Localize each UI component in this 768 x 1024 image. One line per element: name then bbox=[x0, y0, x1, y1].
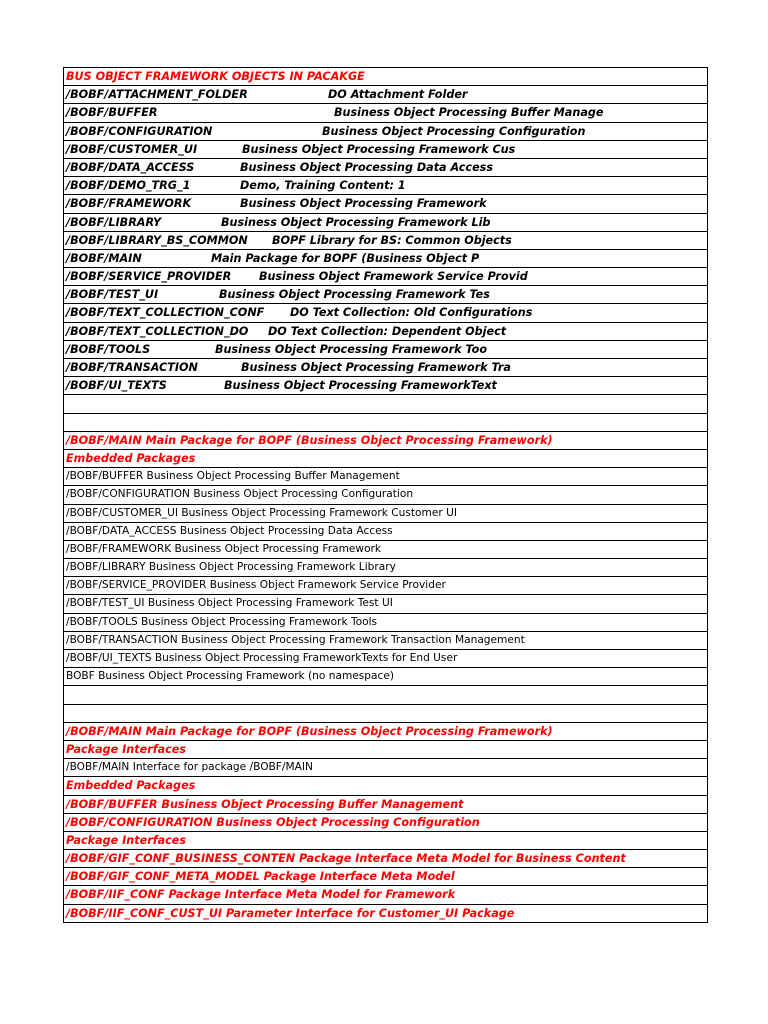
row-text: /BOBF/CONFIGURATION Business Object Processing Configuration bbox=[66, 488, 414, 501]
table-row[interactable] bbox=[64, 777, 707, 795]
package-description-cell: Business Object Processing Framework Lib bbox=[221, 215, 491, 229]
table-row[interactable] bbox=[64, 741, 707, 759]
row-text: /BOBF/MAIN Main Package for BOPF (Business Object Processing Framework) bbox=[66, 724, 553, 738]
package-name-cell: /BOBF/DATA_ACCESS bbox=[66, 160, 195, 174]
row-text: /BOBF/DATA_ACCESS Business Object Processing Data Access bbox=[66, 524, 393, 537]
row-text: Embedded Packages bbox=[66, 779, 196, 793]
package-description-cell: DO Text Collection: Dependent Object bbox=[268, 324, 507, 338]
package-description-cell: Main Package for BOPF (Business Object P bbox=[211, 251, 480, 265]
table-row[interactable] bbox=[64, 414, 707, 432]
package-description-cell: DO Text Collection: Old Configurations bbox=[290, 306, 533, 320]
package-name-cell: /BOBF/LIBRARY_BS_COMMON bbox=[66, 233, 248, 247]
table-row[interactable] bbox=[64, 359, 707, 377]
package-description-cell: DO Attachment Folder bbox=[328, 88, 468, 102]
table-row[interactable] bbox=[64, 141, 707, 159]
package-description-cell: Demo, Training Content: 1 bbox=[240, 179, 406, 193]
table-row[interactable] bbox=[64, 850, 707, 868]
row-text: Package Interfaces bbox=[66, 833, 187, 847]
row-text: /BOBF/BUFFER Business Object Processing Buffer Management bbox=[66, 797, 464, 811]
package-description-cell: Business Object Processing Framework Tes bbox=[219, 288, 490, 302]
table-row[interactable] bbox=[64, 486, 707, 504]
package-description-cell: Business Object Processing Framework Cus bbox=[242, 142, 516, 156]
table-row[interactable] bbox=[64, 868, 707, 886]
table-row[interactable] bbox=[64, 650, 707, 668]
package-name-cell: /BOBF/UI_TEXTS bbox=[66, 379, 167, 393]
table-row[interactable] bbox=[64, 814, 707, 832]
row-text: /BOBF/BUFFER Business Object Processing Buffer Management bbox=[66, 470, 400, 483]
spreadsheet-table bbox=[63, 67, 708, 923]
table-row[interactable] bbox=[64, 577, 707, 595]
row-text: /BOBF/UI_TEXTS Business Object Processing FrameworkTexts for End User bbox=[66, 652, 458, 664]
table-row[interactable] bbox=[64, 304, 707, 322]
table-row[interactable] bbox=[64, 505, 707, 523]
row-text: /BOBF/FRAMEWORK Business Object Processing Framework bbox=[66, 542, 382, 555]
package-name-cell: /BOBF/FRAMEWORK bbox=[66, 197, 192, 211]
table-row[interactable] bbox=[64, 686, 707, 704]
table-row[interactable] bbox=[64, 723, 707, 741]
row-text: /BOBF/IIF_CONF_CUST_UI Parameter Interface for Customer_UI Package bbox=[66, 906, 515, 920]
table-row[interactable] bbox=[64, 177, 707, 195]
package-name-cell: /BOBF/TEXT_COLLECTION_DO bbox=[66, 324, 249, 338]
package-name-cell: /BOBF/ATTACHMENT_FOLDER bbox=[66, 88, 248, 102]
package-name-cell: /BOBF/CUSTOMER_UI bbox=[66, 142, 198, 156]
table-row[interactable] bbox=[64, 432, 707, 450]
row-text: /BOBF/MAIN Interface for package /BOBF/MAIN bbox=[66, 761, 313, 774]
package-description-cell: Business Object Framework Service Provid bbox=[259, 270, 528, 284]
table-row[interactable] bbox=[64, 341, 707, 359]
package-name-cell: /BOBF/CONFIGURATION bbox=[66, 124, 213, 138]
table-row[interactable] bbox=[64, 377, 707, 395]
row-text: /BOBF/MAIN Main Package for BOPF (Business Object Processing Framework) bbox=[66, 433, 553, 447]
table-row[interactable] bbox=[64, 705, 707, 723]
package-description-cell: Business Object Processing Configuration bbox=[322, 124, 586, 138]
table-row[interactable] bbox=[64, 523, 707, 541]
package-name-cell: /BOBF/DEMO_TRG_1 bbox=[66, 179, 191, 193]
table-row[interactable] bbox=[64, 323, 707, 341]
row-text: Embedded Packages bbox=[66, 451, 196, 465]
table-row[interactable] bbox=[64, 632, 707, 650]
row-text: /BOBF/TEST_UI Business Object Processing Framework Test UI bbox=[66, 597, 393, 610]
table-row[interactable] bbox=[64, 123, 707, 141]
table-row[interactable] bbox=[64, 905, 707, 923]
package-description-cell: Business Object Processing Buffer Manage bbox=[334, 106, 604, 120]
row-text: /BOBF/GIF_CONF_BUSINESS_CONTEN Package Interface Meta Model for Business Content bbox=[66, 852, 626, 866]
table-row[interactable] bbox=[64, 195, 707, 213]
table-row[interactable] bbox=[64, 450, 707, 468]
table-row[interactable] bbox=[64, 832, 707, 850]
row-text: Package Interfaces bbox=[66, 742, 187, 756]
table-row[interactable] bbox=[64, 214, 707, 232]
row-text: /BOBF/TOOLS Business Object Processing Framework Tools bbox=[66, 615, 378, 628]
table-row[interactable] bbox=[64, 250, 707, 268]
package-description-cell: Business Object Processing Data Access bbox=[240, 160, 493, 174]
table-row[interactable] bbox=[64, 268, 707, 286]
table-row[interactable] bbox=[64, 468, 707, 486]
row-text: /BOBF/TRANSACTION Business Object Processing Framework Transaction Management bbox=[66, 633, 525, 646]
row-text: BOBF Business Object Processing Framework (no namespace) bbox=[66, 670, 394, 683]
row-text: /BOBF/GIF_CONF_META_MODEL Package Interface Meta Model bbox=[66, 870, 455, 884]
package-description-cell: BOPF Library for BS: Common Objects bbox=[272, 233, 512, 247]
row-text: /BOBF/LIBRARY Business Object Processing Framework Library bbox=[66, 561, 396, 574]
package-name-cell: /BOBF/MAIN bbox=[66, 251, 142, 265]
table-row[interactable] bbox=[64, 86, 707, 104]
package-name-cell: /BOBF/TEST_UI bbox=[66, 288, 159, 302]
package-name-cell: /BOBF/TRANSACTION bbox=[66, 361, 198, 374]
package-description-cell: Business Object Processing FrameworkText bbox=[224, 379, 497, 393]
package-description-cell: Business Object Processing Framework bbox=[240, 197, 487, 211]
row-text: /BOBF/SERVICE_PROVIDER Business Object Framework Service Provider bbox=[66, 579, 446, 592]
package-name-cell: /BOBF/LIBRARY bbox=[66, 215, 162, 229]
table-row[interactable] bbox=[64, 668, 707, 686]
table-row[interactable] bbox=[64, 395, 707, 413]
package-description-cell: Business Object Processing Framework Tra bbox=[241, 361, 511, 374]
row-text: BUS OBJECT FRAMEWORK OBJECTS IN PACAKGE bbox=[66, 70, 365, 83]
table-row[interactable] bbox=[64, 104, 707, 122]
table-row[interactable] bbox=[64, 559, 707, 577]
table-row[interactable] bbox=[64, 232, 707, 250]
package-description-cell: Business Object Processing Framework Too bbox=[215, 342, 488, 356]
row-text: /BOBF/CONFIGURATION Business Object Processing Configuration bbox=[66, 815, 480, 829]
table-row[interactable] bbox=[64, 886, 707, 904]
table-row[interactable] bbox=[64, 68, 707, 86]
package-name-cell: /BOBF/SERVICE_PROVIDER bbox=[66, 270, 232, 284]
table-row[interactable] bbox=[64, 796, 707, 814]
table-row[interactable] bbox=[64, 541, 707, 559]
table-row[interactable] bbox=[64, 759, 707, 777]
package-name-cell: /BOBF/TEXT_COLLECTION_CONF bbox=[66, 306, 265, 320]
package-name-cell: /BOBF/TOOLS bbox=[66, 342, 151, 356]
table-row[interactable] bbox=[64, 595, 707, 613]
row-text: /BOBF/IIF_CONF Package Interface Meta Model for Framework bbox=[66, 888, 456, 902]
table-row[interactable] bbox=[64, 614, 707, 632]
row-text: /BOBF/CUSTOMER_UI Business Object Processing Framework Customer UI bbox=[66, 506, 457, 519]
table-row[interactable] bbox=[64, 286, 707, 304]
package-name-cell: /BOBF/BUFFER bbox=[66, 106, 158, 120]
table-row[interactable] bbox=[64, 159, 707, 177]
